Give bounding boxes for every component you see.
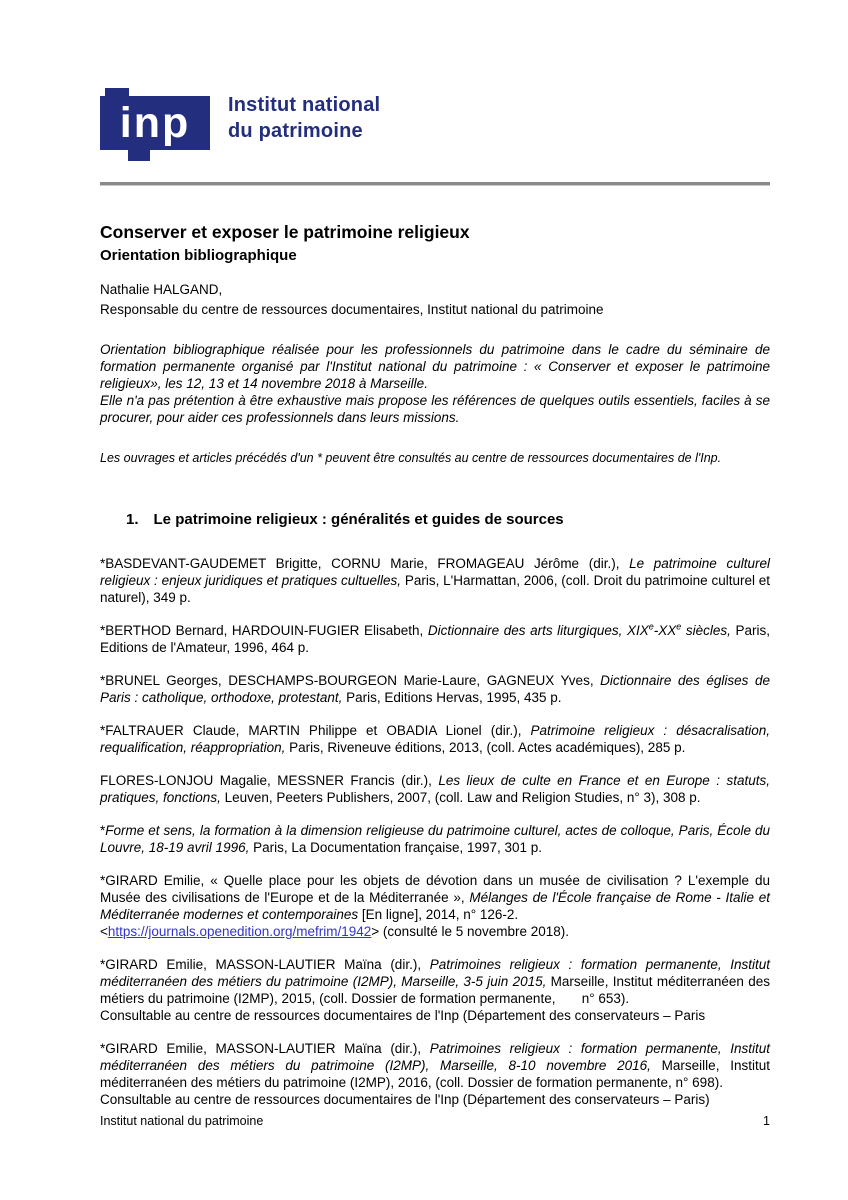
entry-text: > (consulté le 5 novembre 2018). [371,924,570,939]
entry-text: Consultable au centre de ressources documentaires de l'Inp (Département des conservateurs – Paris [100,1008,706,1023]
page-footer [100,1113,770,1129]
entry-title-italic: -XX [653,623,677,638]
inp-logo-mark [100,96,210,150]
entry-text: Leuven, Peeters Publishers, 2007, (coll. Law and Religion Studies, n° 3), 308 p. [220,790,701,805]
entry-title-italic: Patrimoines religieux : formation permanente, Institut méditerranéen des métiers du patrimoine (I2MP), Marseille, 8-10 novembre 2016, [100,1041,770,1073]
entry-title-italic: Dictionnaire des églises de Paris : catholique, orthodoxe, protestant, [100,673,771,705]
inp-logo-wordmark [228,86,380,144]
inp-logo [100,86,770,162]
bibliography-entry [100,722,770,756]
author-block [100,280,770,319]
header-rule [100,182,770,186]
entry-title-italic: Les lieux de culte en France et en Europe : statuts, pratiques, fonctions, [100,773,770,805]
entry-text: Paris, Riveneuve éditions, 2013, (coll. Actes académiques), 285 p. [285,740,686,755]
entry-text: * [100,823,106,838]
entry-text: *BRUNEL Georges, DESCHAMPS-BOURGEON Marie-Laure, GAGNEUX Yves, [100,673,601,688]
entry-text: Paris, L'Harmattan, 2006, (coll. Droit du patrimoine culturel et naturel), 349 p. [100,573,770,605]
entry-title-italic: Le patrimoine culturel religieux : enjeux juridiques et pratiques cultuelles, [100,556,770,588]
entry-text: Consultable au centre de ressources documentaires de l'Inp (Département des conservateurs – Paris) [100,1092,710,1107]
inp-logo-wordmark-line1: Institut national [228,94,381,116]
entry-text: Marseille, Institut méditerranéen des métiers du patrimoine (I2MP), 2015, (coll. Dossier de formation permanente, n° 653). [100,974,771,1006]
bibliography-entry [100,872,770,940]
bibliography-list [100,555,770,1108]
footer-institution: Institut national du patrimoine [100,1114,264,1128]
entry-text: FLORES-LONJOU Magalie, MESSNER Francis (dir.), [100,773,439,788]
bibliography-entry [100,772,770,806]
section-number: 1. [126,511,139,528]
entry-text: *BERTHOD Bernard, HARDOUIN-FUGIER Elisabeth, [100,623,428,638]
inp-logo-wordmark-line2: du patrimoine [228,120,363,142]
author-role: Responsable du centre de ressources documentaires, Institut national du patrimoine [100,301,604,317]
footer-page-number: 1 [763,1114,770,1128]
entry-title-italic: Dictionnaire des arts liturgiques, XIX [427,623,649,638]
bibliography-entry [100,672,770,706]
intro-paragraph-1: Orientation bibliographique réalisée pour les professionnels du patrimoine dans le cadre du séminaire de formation permanente organisé par l'Institut national du patrimoine : « Conserver et exposer le patrimoine religieux», les 12, 13 et 14 novembre 2018 à Marseille. [100,342,770,391]
author-name: Nathalie HALGAND, [100,282,223,297]
section-title: Le patrimoine religieux : généralités et guides de sources [153,511,564,528]
entry-text: *GIRARD Emilie, MASSON-LAUTIER Maïna (dir.), [100,957,430,972]
bibliography-entry [100,1040,770,1108]
bibliography-entry [100,555,770,606]
entry-title-italic: Forme et sens, la formation à la dimension religieuse du patrimoine culturel, actes de colloque, Paris, École du Louvre, 18-19 avril 1996, [100,823,770,855]
openedition-link[interactable]: https://journals.openedition.org/mefrim/1942 [107,924,372,939]
entry-text: Marseille, Institut méditerranéen des métiers du patrimoine (I2MP), 2016, (coll. Dossier de formation permanente, n° 698). [100,1058,770,1090]
bibliography-entry [100,822,770,856]
inp-logo-text: inp [119,99,191,147]
entry-text: Paris, La Documentation française, 1997, 301 p. [249,840,543,855]
entry-text: *BASDEVANT-GAUDEMET Brigitte, CORNU Marie, FROMAGEAU Jérôme (dir.), [100,556,630,571]
entry-text: [En ligne], 2014, n° 126-2. [358,907,519,922]
asterisk-note: Les ouvrages et articles précédés d'un * peuvent être consultés au centre de ressources documentaires de l'Inp. [100,451,722,465]
entry-title-italic: Patrimoines religieux : formation permanente, Institut méditerranéen des métiers du patrimoine (I2MP), Marseille, 3-5 juin 2015, [100,957,770,989]
ordinal-superscript: e [648,621,654,632]
entry-text: *GIRARD Emilie, MASSON-LAUTIER Maïna (dir.), [100,1041,430,1056]
entry-text: *GIRARD Emilie, « Quelle place pour les objets de dévotion dans un musée de civilisation ? L'exemple du Musée des civilisations de l'Europe et de la Méditerranée », [100,873,770,905]
entry-title-italic: Mélanges de l'École française de Rome - Italie et Méditerranée modernes et contemporaines [100,890,770,922]
entry-text: < [100,924,108,939]
page-subtitle: Orientation bibliographique [100,247,297,264]
intro-paragraph-2: Elle n'a pas prétention à être exhaustive mais propose les références de quelques outils essentiels, faciles à se procurer, pour aider ces professionnels dans leurs missions. [100,393,770,425]
entry-title-italic: siècles, [681,623,731,638]
ordinal-superscript: e [676,621,682,632]
page-title: Conserver et exposer le patrimoine religieux [100,222,470,242]
entry-text: *FALTRAUER Claude, MARTIN Philippe et OBADIA Lionel (dir.), [100,723,531,738]
bibliography-entry [100,956,770,1024]
entry-title-italic: Patrimoine religieux : désacralisation, requalification, réappropriation, [100,723,771,755]
entry-text: Paris, Editions Hervas, 1995, 435 p. [342,690,562,705]
section-heading [100,510,770,529]
entry-text: Paris, Editions de l'Amateur, 1996, 464 p. [100,623,770,655]
bibliography-entry [100,622,770,656]
intro-block [100,341,770,426]
